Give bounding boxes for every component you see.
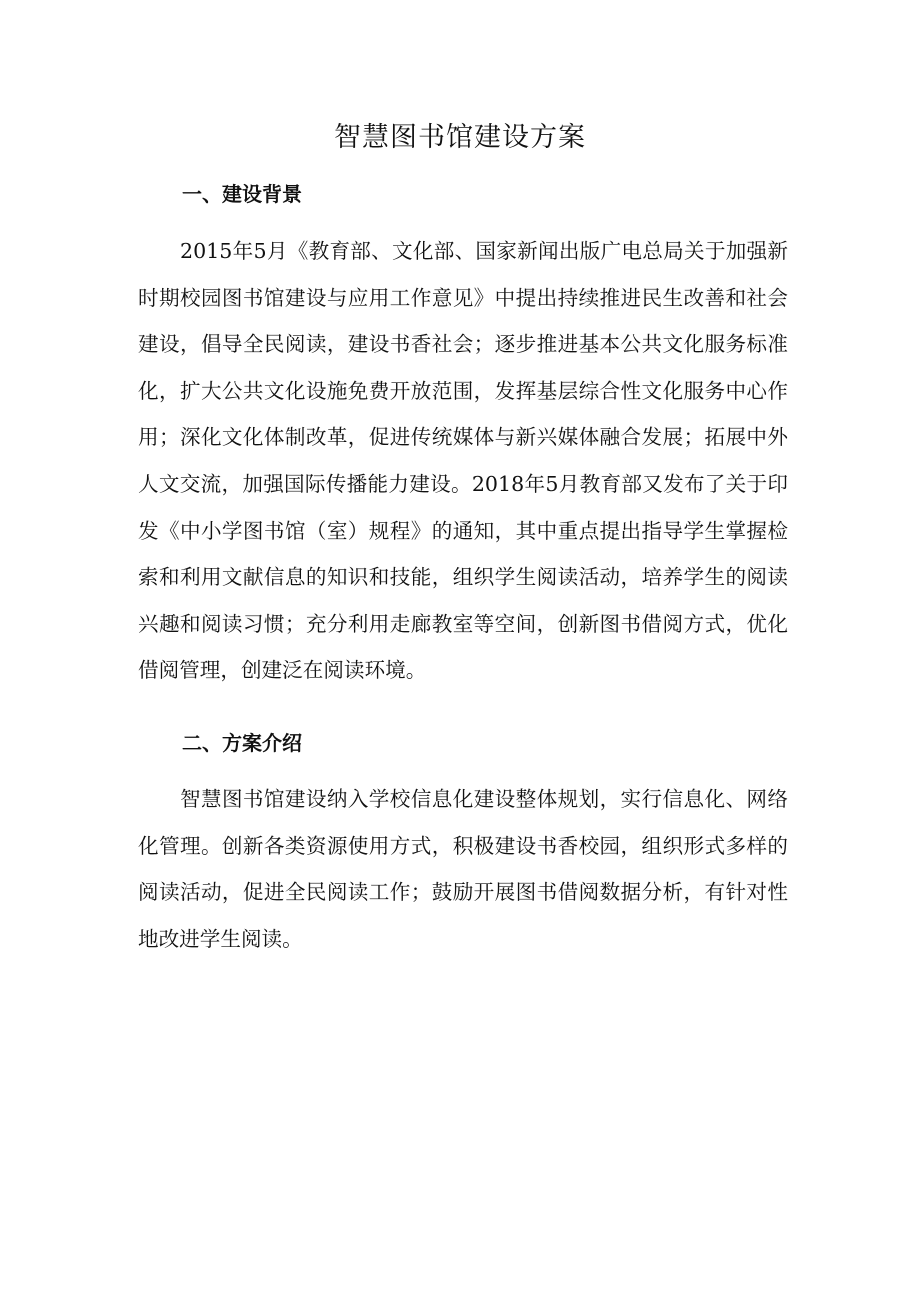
section-heading-introduction: 二、方案介绍 [182, 731, 302, 755]
section-paragraph-introduction: 智慧图书馆建设纳入学校信息化建设整体规划，实行信息化、网络化管理。创新各类资源使用方式，积极建设书香校园，组织形式多样的阅读活动，促进全民阅读工作；鼓励开展图书借阅数据分析，有针对性地改进学生阅读。 [138, 787, 788, 951]
section-heading-background: 一、建设背景 [182, 182, 302, 206]
section-paragraph-background: 2015年5月《教育部、文化部、国家新闻出版广电总局关于加强新时期校园图书馆建设与应用工作意见》中提出持续推进民生改善和社会建设，倡导全民阅读，建设书香社会；逐步推进基本公共文化服务标准化，扩大公共文化设施免费开放范围，发挥基层综合性文化服务中心作用；深化文化体制改革，促进传统媒体与新兴媒体融合发展；拓展中外人文交流，加强国际传播能力建设。2018年5月教育部又发布了关于印发《中小学图书馆（室）规程》的通知，其中重点提出指导学生掌握检索和利用文献信息的知识和技能，组织学生阅读活动，培养学生的阅读兴趣和阅读习惯；充分利用走廊教室等空间，创新图书借阅方式，优化借阅管理，创建泛在阅读环境。 [138, 239, 788, 683]
document-title: 智慧图书馆建设方案 [334, 122, 586, 153]
